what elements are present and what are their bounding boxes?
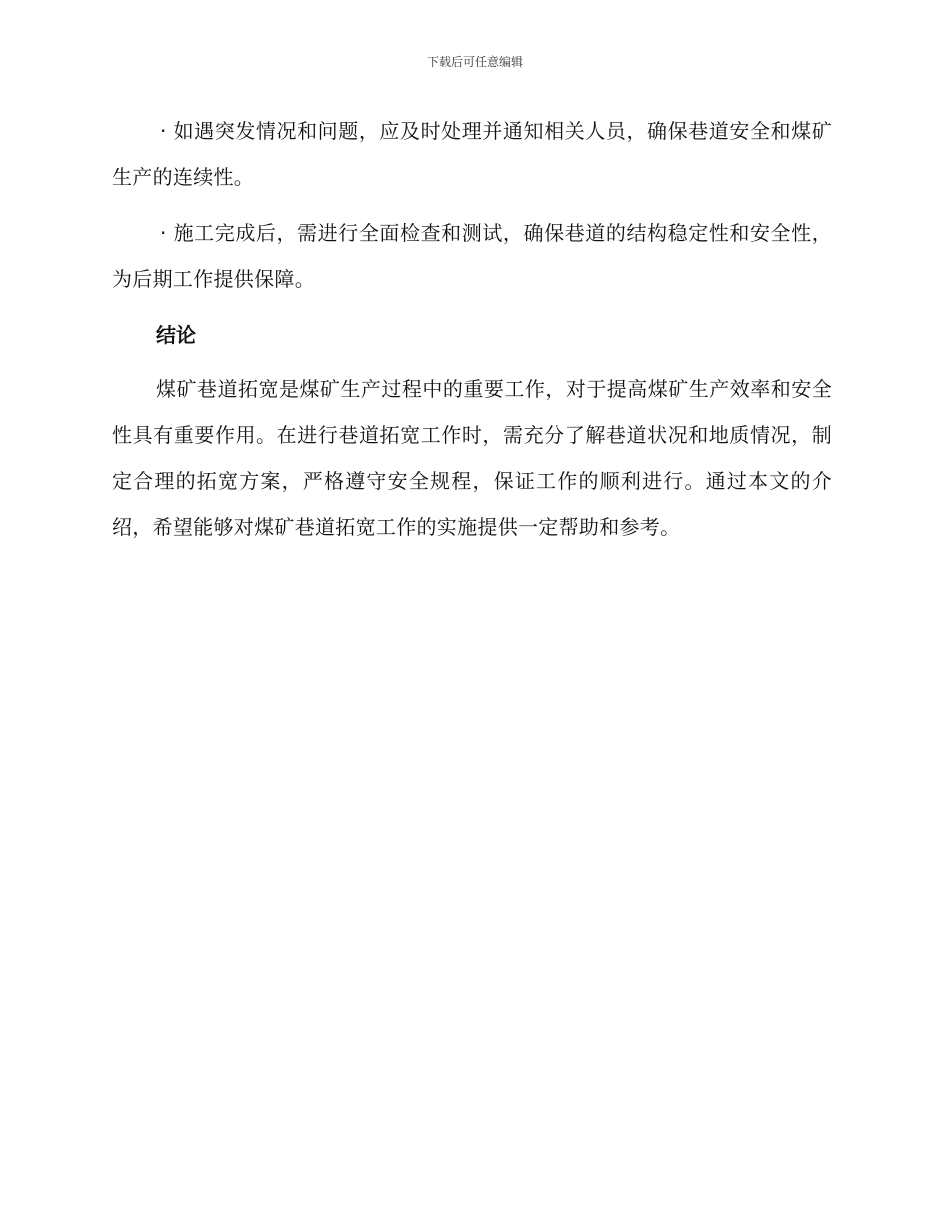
conclusion-paragraph: 煤矿巷道拓宽是煤矿生产过程中的重要工作，对于提高煤矿生产效率和安全性具有重要作用。在进行巷道拓宽工作时，需充分了解巷道状况和地质情况，制定合理的拓宽方案，严格遵守安全规程，保证工作的顺利进行。通过本文的介绍，希望能够对煤矿巷道拓宽工作的实施提供一定帮助和参考。 xyxy=(112,377,832,539)
section-heading-conclusion: 结论 xyxy=(156,323,196,347)
bullet-item-emergency: · 如遇突发情况和问题，应及时处理并通知相关人员，确保巷道安全和煤矿生产的连续性。 xyxy=(112,119,832,189)
bullet-item-completion-check: · 施工完成后，需进行全面检查和测试，确保巷道的结构稳定性和安全性，为后期工作提供保障。 xyxy=(112,221,832,291)
document-body xyxy=(112,108,832,560)
page-header-note: 下载后可任意编辑 xyxy=(426,55,523,69)
